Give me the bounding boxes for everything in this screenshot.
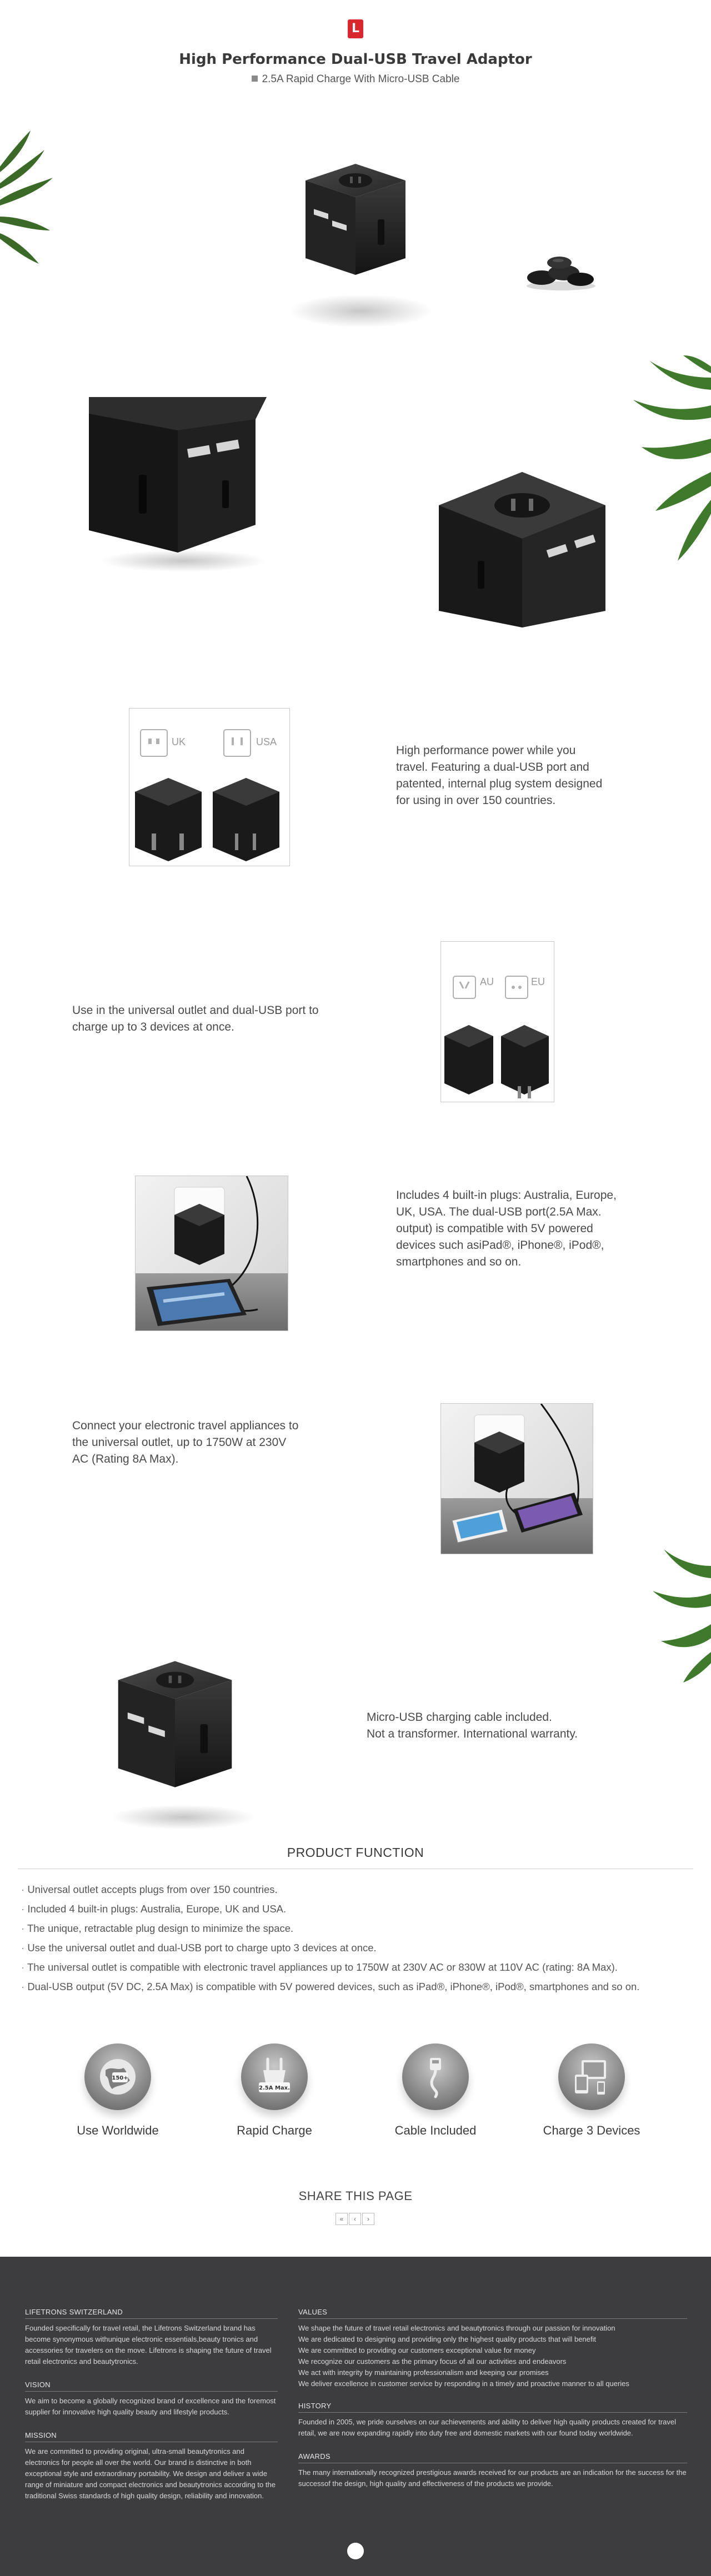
page-title: High Performance Dual-USB Travel Adaptor [179, 51, 532, 68]
pebbles-decoration-icon [525, 253, 597, 292]
footer-text-history: Founded in 2005, we pride ourselves on our achievements and ability to deliver high quality products created for travel retail, we are now expanding rapidly into duty free and domestic markets with our found today worldwide. [298, 2418, 677, 2437]
list-item: · Universal outlet accepts plugs from over 150 countries. [21, 1880, 693, 1899]
feature-label: Use Worldwide [77, 2123, 159, 2137]
share-buttons [336, 2213, 375, 2225]
page-subtitle [0, 73, 711, 86]
plant-decoration-icon [644, 1544, 711, 1683]
footer-left-column [25, 2308, 278, 2515]
footer-heading-mission: MISSION [25, 2431, 278, 2442]
feature-use-worldwide [68, 2043, 168, 2138]
travel-adaptor-image [294, 136, 417, 303]
plant-decoration-icon [611, 355, 711, 566]
share-title: SHARE THIS PAGE [298, 2189, 413, 2203]
footer-heading-switzerland: LIFETRONS SWITZERLAND [25, 2308, 278, 2319]
au-eu-plugs-card [440, 941, 554, 1102]
list-item: We deliver excellence in customer service by responding in a timely and proactive manner to all queries [298, 2379, 629, 2388]
tablet-charging-photo [135, 1176, 288, 1331]
list-item: We are dedicated to designing and providing only the highest quality products that will benefit [298, 2335, 596, 2343]
feature-cable-included [385, 2043, 485, 2138]
appliances-description: Connect your electronic travel appliances to the universal outlet, up to 1750W at 230V AC (Rating 8A Max). [72, 1419, 299, 1465]
footer-text-vision: We aim to become a globally recognized brand of excellence and the foremost supplier for innovative high quality beauty and lifestyle products. [25, 2397, 276, 2416]
list-item: · Use the universal outlet and dual-USB port to charge upto 3 devices at once. [21, 1938, 693, 1957]
list-item: We shape the future of travel retail electronics and beautytronics through our passion for innovation [298, 2324, 615, 2332]
share-first-button[interactable]: « [336, 2213, 348, 2225]
footer-text-switzerland: Founded specifically for travel retail, the Lifetrons Switzerland brand has become synonymous withunique electronic essentials,beauty tronics and accessories for travelers on the move. Lifetrons is shaping the future of travel retail electronics and beautytronics. [25, 2324, 272, 2366]
footer-text-awards: The many internationally recognized prestigious awards received for our products are an indication for the success for the successof the design, high quality and effectiveness of the products we provide. [298, 2468, 687, 2488]
adaptor-closeup-left-image [89, 397, 267, 564]
feature-rapid-charge [224, 2043, 324, 2138]
subtitle-text: 2.5A Rapid Charge With Micro-USB Cable [262, 73, 460, 85]
list-item: · Dual-USB output (5V DC, 2.5A Max) is compatible with 5V powered devices, such as iPad®, iPhone®, iPod®, smartphones and so on. [21, 1977, 693, 1996]
list-item: We recognize our customers as the primary focus of all our activities and endeavors [298, 2357, 567, 2366]
list-item: · Included 4 built-in plugs: Australia, Europe, UK and USA. [21, 1899, 693, 1919]
uk-usa-description: High performance power while you travel. Featuring a dual-USB port and patented, internal plug system designed for using in over 150 countries. [396, 744, 603, 807]
list-item: We act with integrity by maintaining professionalism and keeping our promises [298, 2368, 549, 2377]
product-function-list [21, 1880, 693, 1996]
feature-label: Charge 3 Devices [543, 2123, 640, 2137]
cable-line-2: Not a transformer. International warranty. [367, 1728, 578, 1740]
share-next-button[interactable]: › [362, 2213, 374, 2225]
feature-label: Cable Included [394, 2123, 477, 2137]
phones-charging-photo [440, 1403, 593, 1554]
footer-heading-vision: VISION [25, 2381, 278, 2392]
footer-heading-values: VALUES [298, 2308, 687, 2319]
plug-label-uk: UK [172, 736, 186, 747]
globe-icon [96, 2055, 140, 2099]
adaptor-with-cable-image [106, 1641, 244, 1807]
svg-text:2.5A Max.: 2.5A Max. [259, 2085, 290, 2091]
product-function-title: PRODUCT FUNCTION [287, 1845, 424, 1860]
back-to-top-button[interactable] [347, 2543, 364, 2559]
cable-line-1: Micro-USB charging cable included. [367, 1711, 552, 1724]
share-prev-button[interactable]: ‹ [349, 2213, 361, 2225]
footer-right-column [298, 2308, 687, 2503]
footer-values-list [298, 2323, 687, 2389]
plug-label-eu: EU [531, 976, 545, 987]
cable-icon [413, 2055, 458, 2099]
plug-label-usa: USA [256, 736, 277, 747]
square-bullet-icon [252, 76, 258, 82]
svg-text:150+: 150+ [112, 2075, 128, 2081]
au-eu-description: Use in the universal outlet and dual-USB port to charge up to 3 devices at once. [72, 1004, 319, 1033]
footer [0, 2257, 711, 2576]
footer-text-mission: We are committed to providing original, ultra-small beautytronics and electronics for people all over the world. Our brand is distinctive in both exceptional style and extraordinary portability. We design and deliver a wide range of miniature and compact electronics and beautytronics according to the traditional Swiss standards of high quality design, reliability and innovation. [25, 2447, 276, 2500]
rapid-charge-icon [252, 2055, 297, 2099]
feature-label: Rapid Charge [237, 2123, 312, 2137]
devices-icon [569, 2055, 614, 2099]
footer-heading-awards: AWARDS [298, 2452, 687, 2463]
list-item: We are committed to providing our customers exceptional value for money [298, 2346, 536, 2354]
list-item: · The unique, retractable plug design to minimize the space. [21, 1919, 693, 1938]
brand-logo[interactable]: L [348, 19, 363, 38]
list-item: · The universal outlet is compatible with electronic travel appliances up to 1750W at 230V AC or 830W at 110V AC (rating: 8A Max). [21, 1957, 693, 1977]
feature-charge-3-devices [542, 2043, 642, 2138]
footer-heading-history: HISTORY [298, 2402, 687, 2413]
plugs-description: Includes 4 built-in plugs: Australia, Europe, UK, USA. The dual-USB port(2.5A Max. output) is compatible with 5V powered devices such asiPad®, iPhone®, iPod®, smartphones and so on. [396, 1189, 617, 1268]
plant-decoration-icon [0, 128, 56, 272]
plug-label-au: AU [480, 976, 494, 987]
uk-usa-plugs-card [129, 708, 290, 866]
adaptor-closeup-right-image [433, 461, 611, 627]
